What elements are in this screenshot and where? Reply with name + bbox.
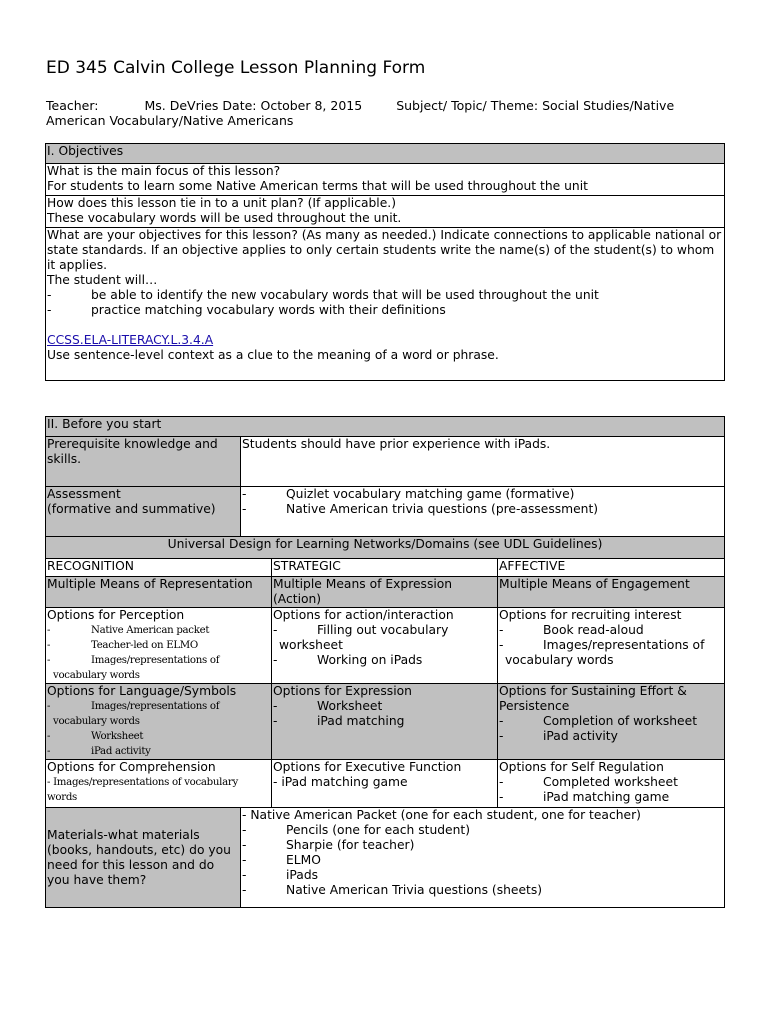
selfreg-label: Options for Self Regulation [499, 760, 664, 774]
recruiting-item: - Images/representations of vocabulary words [499, 638, 705, 667]
language-cell [46, 684, 272, 760]
unit-question: How does this lesson tie in to a unit plan? (If applicable.) [47, 196, 396, 210]
objectives-cell [46, 228, 725, 381]
action-label: Options for action/interaction [273, 608, 454, 622]
action-cell [272, 608, 498, 684]
subhead-engagement: Multiple Means of Engagement [498, 577, 725, 608]
unit-cell [46, 196, 725, 228]
sustaining-label: Options for Sustaining Effort & Persistence [499, 684, 687, 713]
expression-item: - Worksheet [273, 699, 383, 713]
sustaining-item: - iPad activity [499, 729, 618, 743]
materials-label: Materials-what materials (books, handouts, etc) do you need for this lesson and do you have them? [46, 808, 241, 908]
materials-list [241, 808, 725, 908]
selfreg-item: - iPad matching game [499, 790, 670, 804]
materials-item: - iPads [242, 868, 319, 882]
unit-answer: These vocabulary words will be used throughout the unit. [47, 211, 402, 225]
objectives-question: What are your objectives for this lesson? (As many as needed.) Indicate connections to applicable national or state standards. If an objective applies to only certain students write the name(s) of the student(s) to whom it applies. [47, 228, 722, 272]
assessment-item: - Quizlet vocabulary matching game (formative) [242, 487, 575, 501]
perception-cell [46, 608, 272, 684]
standard-text: Use sentence-level context as a clue to the meaning of a word or phrase. [47, 348, 499, 362]
teacher-label: Teacher: [46, 98, 99, 113]
language-label: Options for Language/Symbols [47, 684, 237, 698]
focus-cell [46, 164, 725, 196]
comprehension-label: Options for Comprehension [47, 760, 216, 774]
focus-question: What is the main focus of this lesson? [47, 164, 281, 178]
materials-item: - ELMO [242, 853, 321, 867]
col-head-affective: AFFECTIVE [498, 559, 725, 577]
subject-label: Subject/ Topic/ Theme: [396, 98, 539, 113]
objective-item: - be able to identify the new vocabulary words that will be used throughout the unit [47, 288, 599, 302]
prereq-text: Students should have prior experience with iPads. [241, 437, 725, 487]
perception-item: - Teacher-led on ELMO [47, 640, 198, 651]
materials-item: - Native American Packet (one for each student, one for teacher) [242, 808, 641, 822]
selfreg-item: - Completed worksheet [499, 775, 678, 789]
objectives-table [45, 143, 725, 381]
assessment-item: - Native American trivia questions (pre-assessment) [242, 502, 599, 516]
perception-item: - Images/representations of vocabulary words [47, 655, 220, 681]
expression-cell [272, 684, 498, 760]
action-item: - Filling out vocabulary worksheet [273, 623, 449, 652]
recruiting-cell [498, 608, 725, 684]
subhead-expression: Multiple Means of Expression (Action) [272, 577, 498, 608]
subhead-representation: Multiple Means of Representation [46, 577, 272, 608]
comprehension-cell [46, 760, 272, 808]
executive-item: - iPad matching game [273, 775, 408, 789]
language-item: - iPad activity [47, 746, 151, 757]
assessment-list [241, 487, 725, 537]
perception-item: - Native American packet [47, 625, 210, 636]
materials-item: - Sharpie (for teacher) [242, 838, 415, 852]
materials-item: - Native American Trivia questions (sheets) [242, 883, 543, 897]
focus-answer: For students to learn some Native American terms that will be used throughout the unit [47, 179, 588, 193]
before-heading: II. Before you start [46, 417, 725, 437]
sustaining-item: - Completion of worksheet [499, 714, 698, 728]
col-head-strategic: STRATEGIC [272, 559, 498, 577]
page-title: ED 345 Calvin College Lesson Planning Form [46, 58, 426, 78]
prereq-label: Prerequisite knowledge and skills. [46, 437, 241, 487]
executive-cell [272, 760, 498, 808]
objectives-heading: I. Objectives [46, 144, 725, 164]
subject-value: Social Studies/Native [542, 98, 675, 113]
perception-label: Options for Perception [47, 608, 185, 622]
student-will: The student will… [47, 273, 158, 287]
action-item: - Working on iPads [273, 653, 423, 667]
language-item: - Worksheet [47, 731, 144, 742]
comprehension-item: - Images/representations of vocabulary words [47, 777, 238, 803]
col-head-recognition: RECOGNITION [46, 559, 272, 577]
language-item: - Images/representations of vocabulary words [47, 701, 220, 727]
before-table [45, 416, 725, 908]
expression-item: - iPad matching [273, 714, 405, 728]
date-label: Date: [222, 98, 257, 113]
materials-item: - Pencils (one for each student) [242, 823, 471, 837]
recruiting-item: - Book read-aloud [499, 623, 644, 637]
date-value: October 8, 2015 [260, 98, 363, 113]
assessment-label: Assessment (formative and summative) [46, 487, 241, 537]
expression-label: Options for Expression [273, 684, 412, 698]
subject-value-continued: American Vocabulary/Native Americans [46, 113, 294, 128]
selfreg-cell [498, 760, 725, 808]
udl-heading: Universal Design for Learning Networks/Domains (see UDL Guidelines) [46, 537, 725, 559]
lesson-header [46, 98, 674, 128]
recruiting-label: Options for recruiting interest [499, 608, 682, 622]
objective-item: - practice matching vocabulary words with their definitions [47, 303, 446, 317]
teacher-name: Ms. DeVries [144, 98, 219, 113]
executive-label: Options for Executive Function [273, 760, 462, 774]
standard-link[interactable]: CCSS.ELA-LITERACY.L.3.4.A [47, 333, 214, 347]
sustaining-cell [498, 684, 725, 760]
